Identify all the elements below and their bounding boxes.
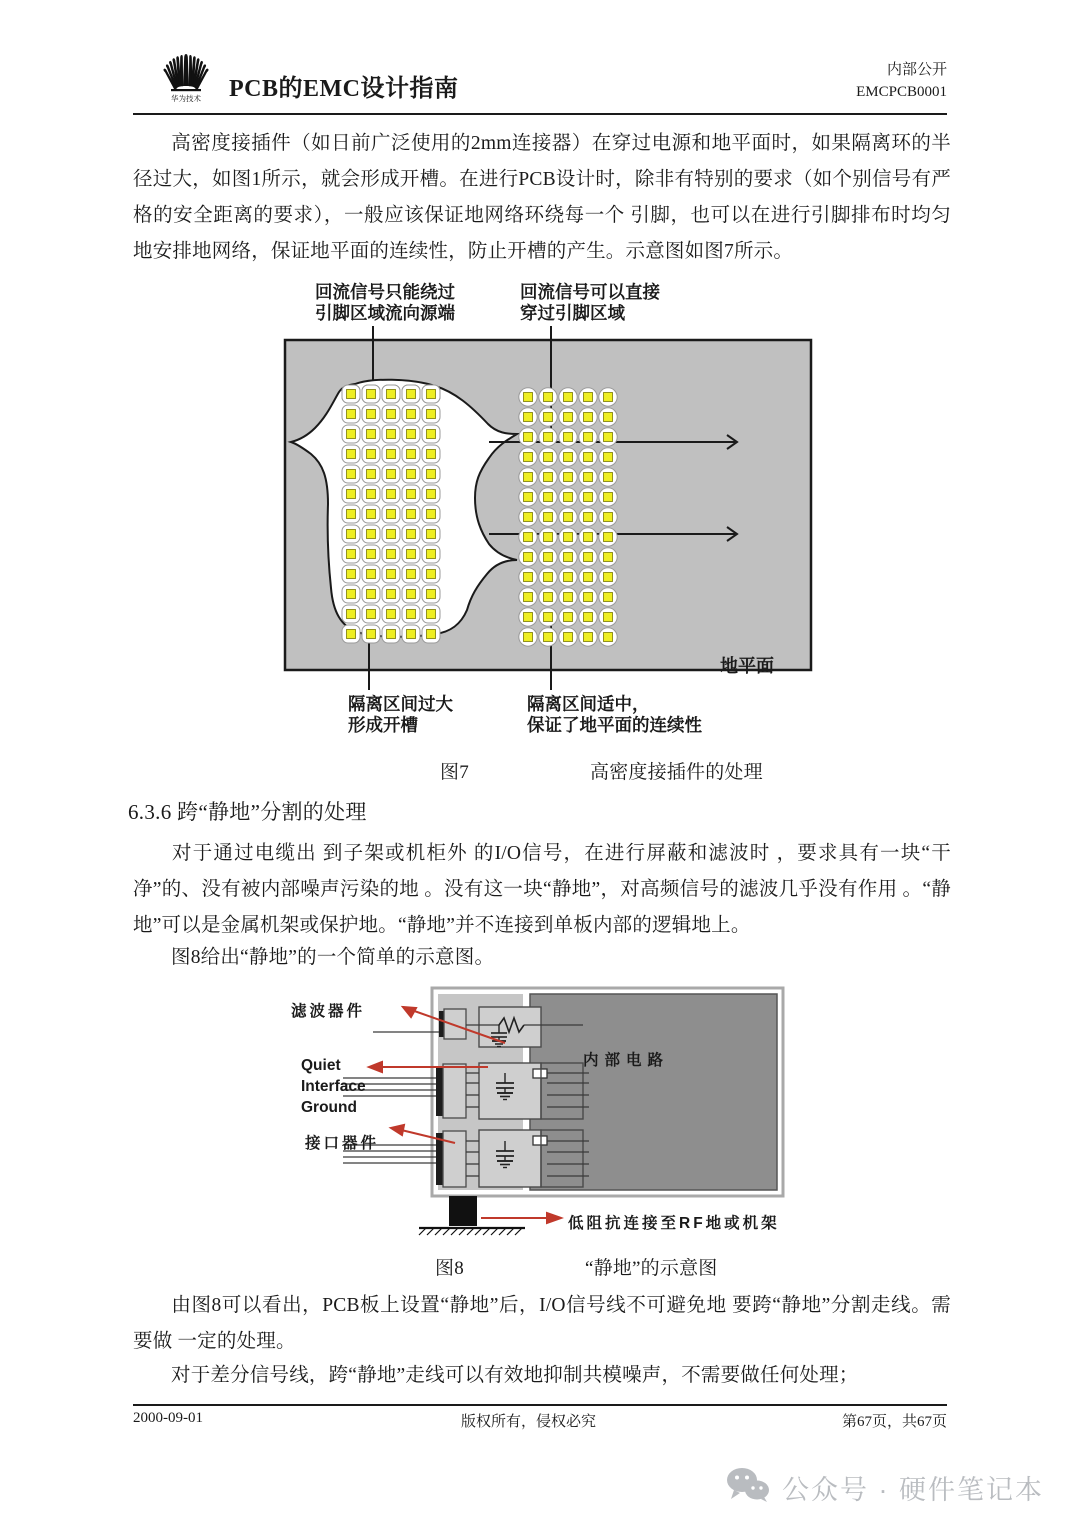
callout-line: 引脚区域流向源端 [315,303,455,323]
figure-7-caption [440,757,763,784]
paragraph-4 [133,1288,951,1360]
quiet-line: Interface [301,1078,366,1095]
huawei-shell-logo [155,50,217,106]
quiet-line: Quiet [301,1057,341,1074]
figure8-label-connector: 接口器件 [305,1135,380,1152]
figure-8-caption [435,1253,717,1280]
page-footer [133,1410,947,1436]
figure7-plane-label: 地平面 [720,656,774,676]
figure-7-caption-text: 高密度接插件的处理 [590,762,763,783]
section-heading-636: 6.3.6 跨“静地”分割的处理 [128,800,367,824]
callout-line: 隔离区间过大 [348,694,453,714]
callout-line: 穿过引脚区域 [520,303,625,323]
paragraph-5 [133,1358,951,1394]
figure-8-number: 图8 [435,1258,464,1279]
callout-line: 形成开槽 [348,715,418,735]
paragraph-3-text: 图8给出“静地”的一个简单的示意图。 [171,947,495,968]
figure8-label-filter: 滤波器件 [291,1003,366,1020]
paragraph-3 [133,940,951,976]
paragraph-1-text: 高密度接插件（如日前广泛使用的2mm连接器）在穿过电源和地平面时，如果隔离环的半径过大，如图1所示，就会形成开槽。在进行PCB设计时，除非有特别的要求（如个别信号有严格的安全距离的要求），一般应该保证地网络环绕每一个 引脚，也可以在进行引脚排布时均匀地安排地网络，保证地平面的连续性，防止开槽的产生。示意图如图7所示。 [133,133,951,262]
paragraph-5-text: 对于差分信号线，跨“静地”走线可以有效地抑制共模噪声，不需要做任何处理； [171,1365,859,1386]
callout-line: 回流信号只能绕过 [315,282,455,302]
footer-page-info: 第67页，共67页 [841,1414,947,1430]
figure7-diagram [283,282,823,702]
header-divider [133,113,947,115]
figure-7-number: 图7 [440,762,469,783]
paragraph-2 [133,836,951,944]
footer-date: 2000-09-01 [133,1410,203,1426]
figure-7 [283,282,823,782]
figure-8-caption-text: “静地”的示意图 [585,1258,718,1279]
footer-copyright: 版权所有，侵权必究 [461,1414,597,1430]
page-header [133,48,947,110]
wechat-watermark [726,1468,1044,1507]
wechat-icon [726,1468,770,1507]
header-meta [856,60,947,104]
footer-divider [133,1404,947,1406]
classification-label: 内部公开 [886,62,947,78]
paragraph-2-text: 对于通过电缆出 到子架或机柜外 的I/O信号，在进行屏蔽和滤波时 ，要求具有一块“干净”的、没有被内部噪声污染的地 。没有这一块“静地”，对高频信号的滤波几乎没有作用 。“静地”可以是金属机架或保护地。“静地”并不连接到单板内部的逻辑地上。 [133,843,951,936]
figure8-label-internal-circuit: 内部电路 [583,1052,670,1069]
callout-line: 保证了地平面的连续性 [527,715,702,735]
figure8-label-low-impedance: 低阻抗连接至RF地或机架 [568,1215,780,1232]
svg-text:华为技术: 华为技术 [171,94,201,103]
document-title: PCB的EMC设计指南 [229,76,459,102]
callout-line: 隔离区间适中， [527,694,650,714]
paragraph-4-text: 由图8可以看出，PCB板上设置“静地”后，I/O信号线不可避免地 要跨“静地”分割走线。需要做 一定的处理。 [133,1295,951,1352]
paragraph-1 [133,126,951,270]
quiet-line: Ground [301,1099,357,1116]
figure-8 [283,985,883,1250]
callout-line: 回流信号可以直接 [520,282,660,302]
watermark-text: 公众号 · 硬件笔记本 [782,1475,1044,1505]
figure8-diagram [283,985,883,1250]
document-id: EMCPCB0001 [856,83,947,100]
figure8-label-quiet-ground [301,1055,366,1118]
